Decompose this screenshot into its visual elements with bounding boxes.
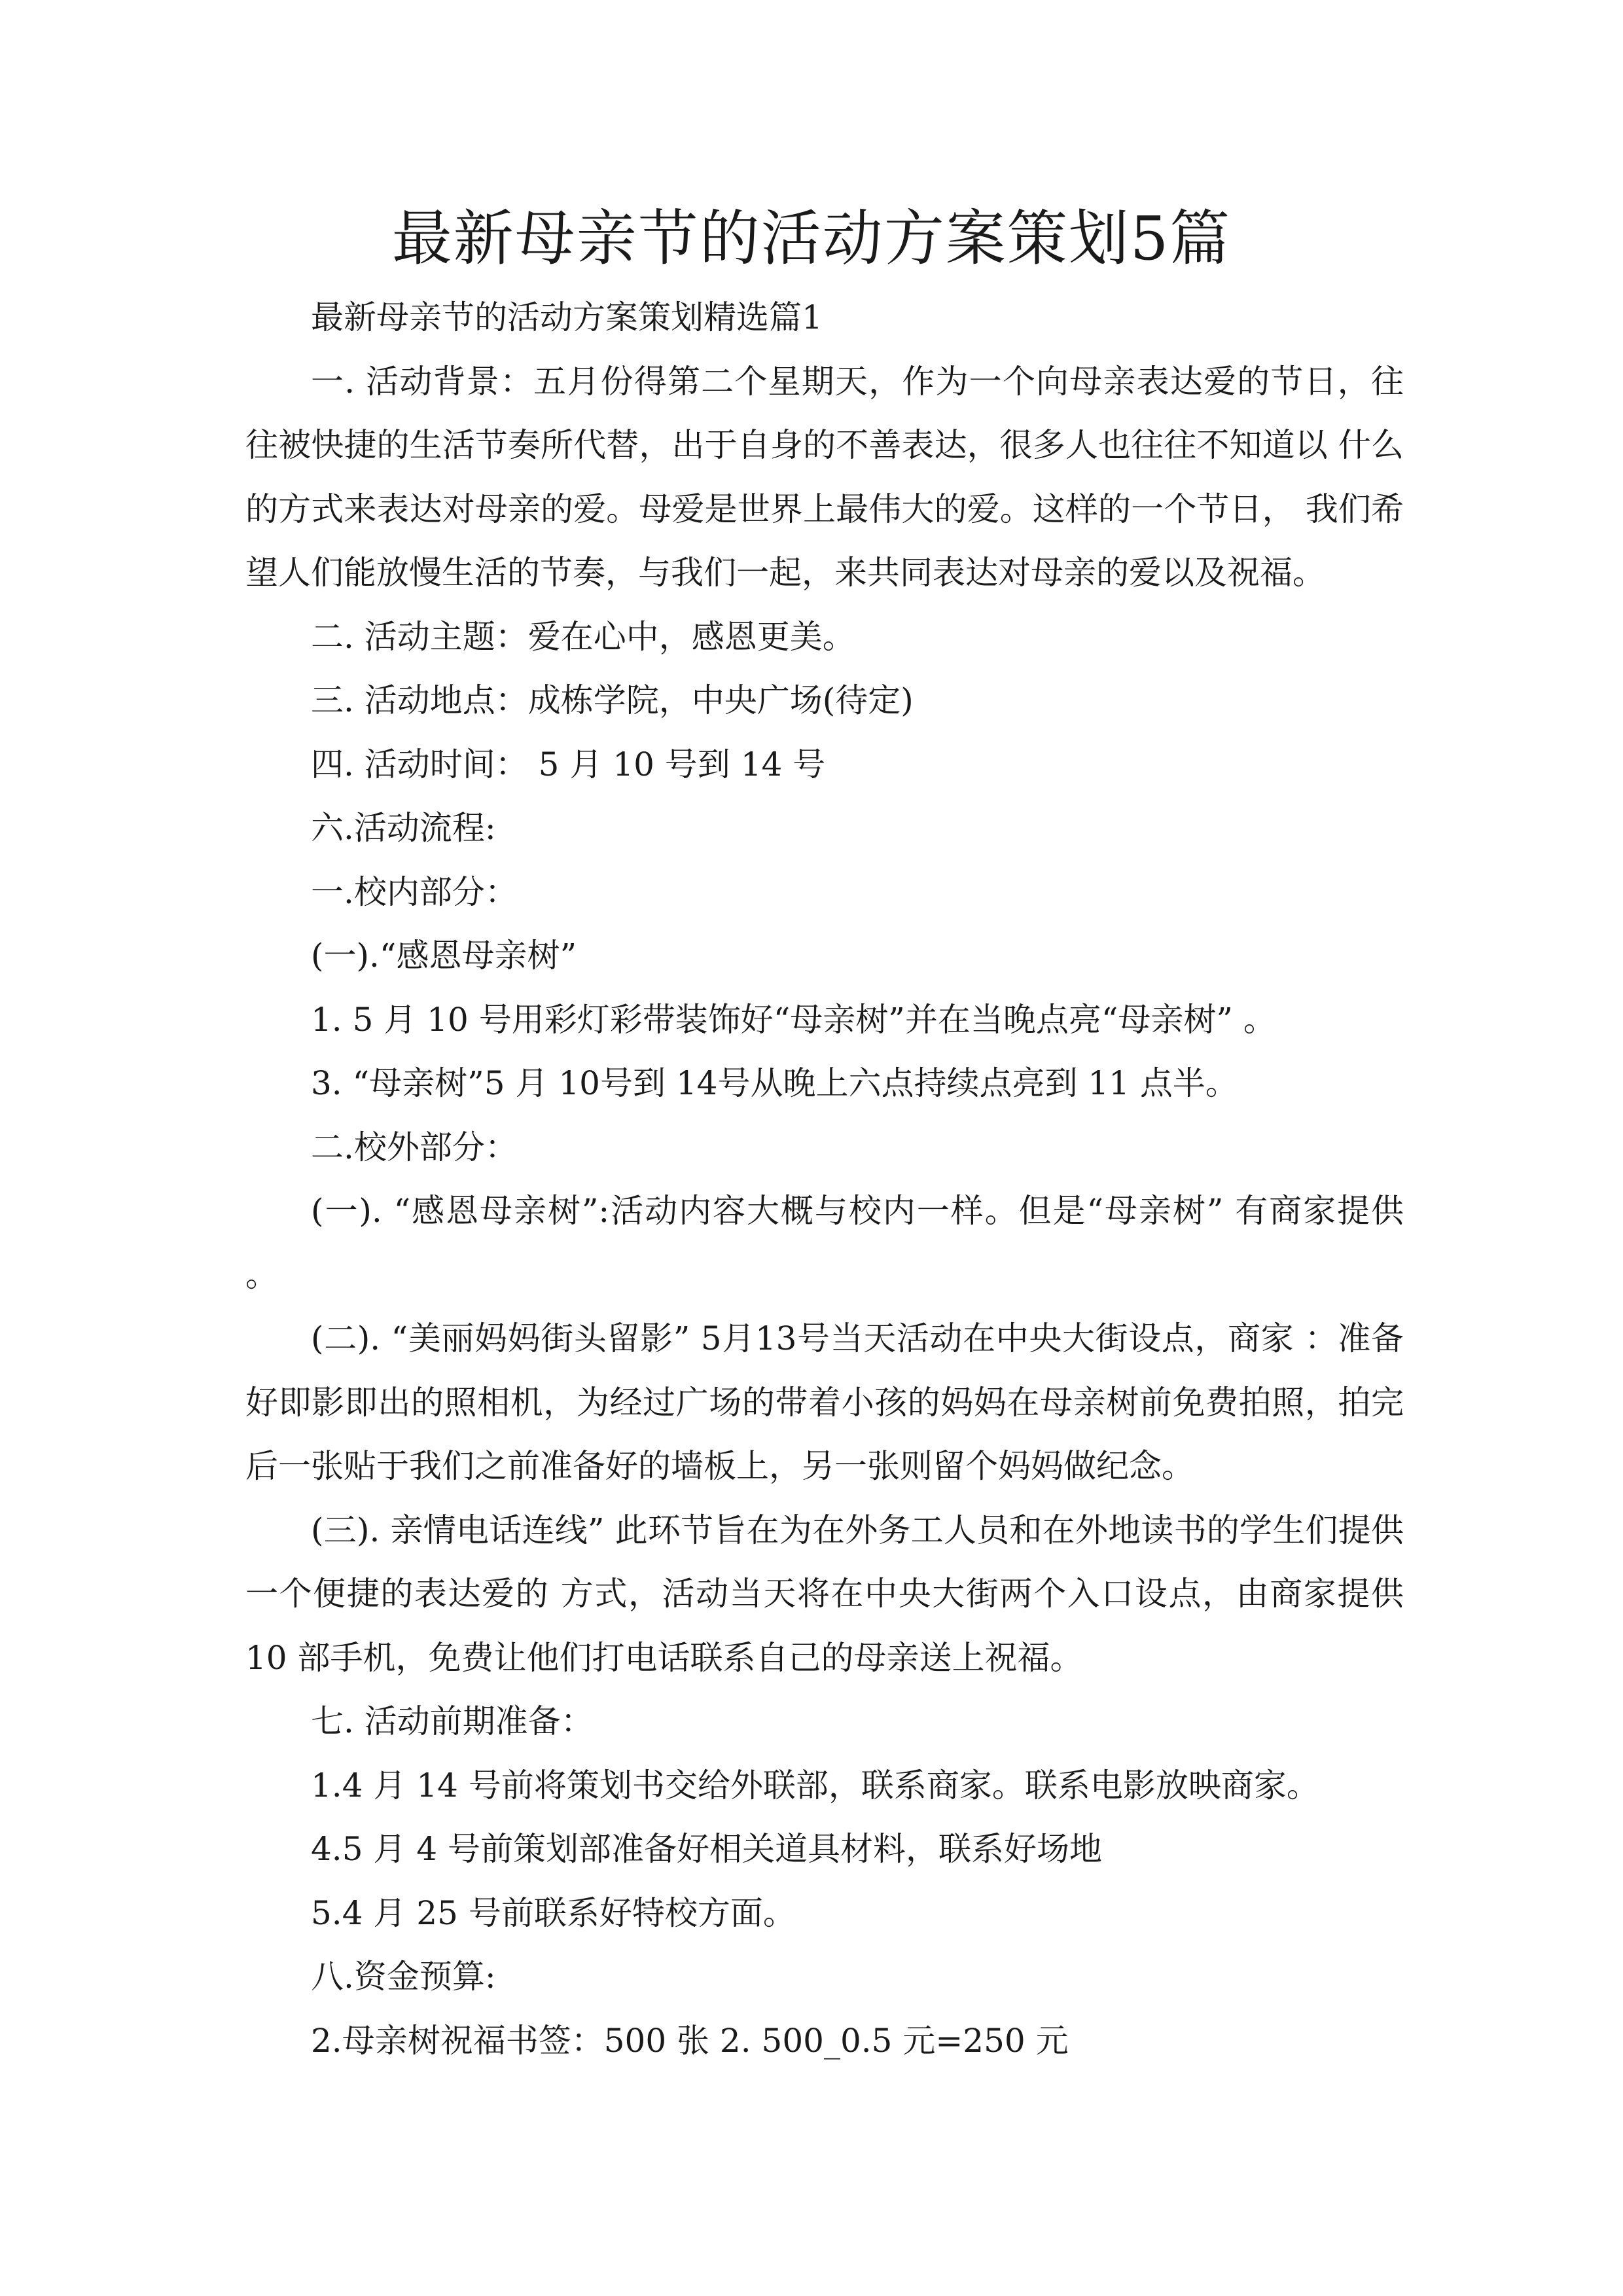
paragraph-process-heading: 六.活动流程: [311,809,496,847]
paragraph-budget-heading: 八.资金预算: [311,1958,496,1996]
paragraph-off-campus-tree: (一). “感恩母亲树”:活动内容大概与校内一样。但是“母亲树” 有商家提供 。 [245,1192,1404,1294]
paragraph-time: 四. 活动时间： 5 月 10 号到 14 号 [311,745,826,783]
paragraph-item-1: 1. 5 月 10 号用彩灯彩带装饰好“母亲树”并在当晚点亮“母亲树” 。 [311,1000,1276,1039]
paragraph-background: 一. 活动背景：五月份得第二个星期天，作为一个向母亲表达爱的节日，往往被快捷的生活节奏所代替，出于自身的不善表达，很多人也往往不知道以 什么的方式来表达对母亲的爱。母爱是世界上最伟大的爱。这样的一个节日， 我们希望人们能放慢生活的节奏，与我们一起，来共同表达对母亲的爱以及祝福。 [245,362,1404,592]
paragraph-theme: 二. 活动主题：爱在心中，感恩更美。 [311,617,855,656]
paragraph-prep-1: 1.4 月 14 号前将策划书交给外联部，联系商家。联系电影放映商家。 [311,1766,1319,1804]
document-body [245,286,1404,2073]
paragraph-street-photo: (二). “美丽妈妈街头留影” 5月13号当天活动在中央大街设点，商家 ：准备好即影即出的照相机，为经过广场的带着小孩的妈妈在母亲树前免费拍照，拍完后一张贴于我们之前准备好的墙板上，另一张则留个妈妈做纪念。 [245,1319,1404,1485]
paragraph-on-campus-heading: 一.校内部分： [311,872,518,911]
paragraph-phone-line: (三). 亲情电话连线” 此环节旨在为在外务工人员和在外地读书的学生们提供一个便捷的表达爱的 方式，活动当天将在中央大街两个入口设点，由商家提供10 部手机，免费让他们打电话联系自己的母亲送上祝福。 [245,1511,1404,1677]
document-title: 最新母亲节的活动方案策划5篇 [391,204,1232,274]
paragraph-item-3: 3. “母亲树”5 月 10号到 14号从晚上六点持续点亮到 11 点半。 [311,1064,1238,1102]
paragraph-off-campus-heading: 二.校外部分： [311,1128,518,1166]
paragraph-prep-5: 5.4 月 25 号前联系好特校方面。 [311,1893,796,1932]
paragraph-budget-item-2: 2.母亲树祝福书签：500 张 2. 500_0.5 元=250 元 [311,2021,1069,2060]
paragraph-mother-tree-heading: (一).“感恩母亲树” [311,937,577,975]
paragraph-subtitle: 最新母亲节的活动方案策划精选篇1 [311,298,823,336]
paragraph-prep-4: 4.5 月 4 号前策划部准备好相关道具材料，联系好场地 [311,1830,1103,1868]
paragraph-preparation-heading: 七. 活动前期准备： [311,1702,594,1740]
paragraph-location: 三. 活动地点：成栋学院，中央广场(待定) [311,681,914,719]
